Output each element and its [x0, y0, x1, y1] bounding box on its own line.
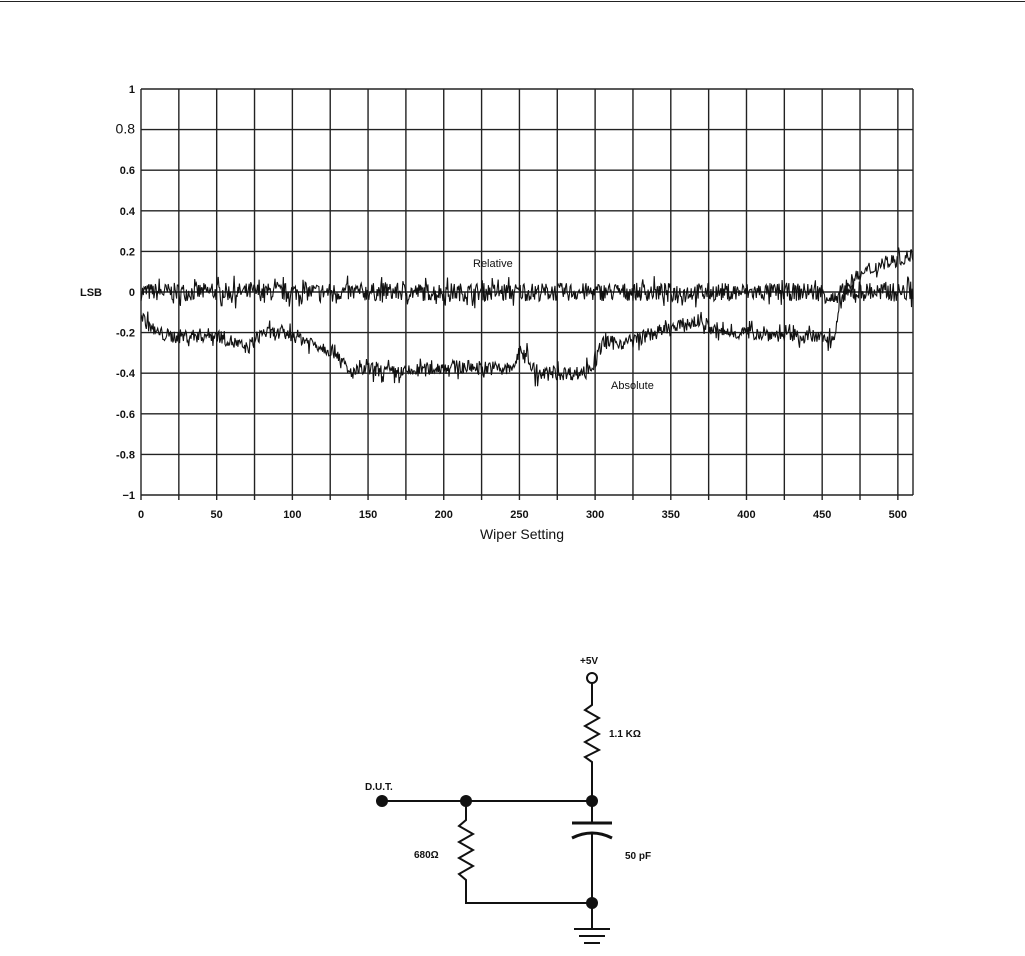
x-tick-label: 350	[661, 509, 680, 521]
x-axis-label: Wiper Setting	[479, 526, 565, 542]
pullup-label: 1.1 KΩ	[609, 729, 641, 740]
supply-terminal	[587, 673, 597, 683]
junction-dot	[586, 795, 598, 807]
y-tick-label: -0.8	[116, 449, 135, 462]
y-tick-label: 1	[128, 84, 135, 96]
y-tick-label: 0	[128, 287, 135, 299]
x-tick-label: 500	[888, 509, 908, 521]
supply-label: +5V	[580, 656, 599, 667]
junction-dot	[586, 897, 598, 909]
y-tick-label: 0.2	[119, 246, 135, 259]
y-tick-label: −1	[122, 490, 135, 502]
shunt-resistor	[459, 801, 592, 903]
junction-dot	[460, 795, 472, 807]
y-tick-labels	[116, 84, 136, 502]
x-tick-label: 250	[510, 509, 529, 521]
x-tick-label: 450	[812, 509, 832, 521]
shunt-label: 680Ω	[414, 850, 439, 861]
y-tick-label: 0.6	[119, 165, 135, 178]
x-tick-label: 400	[737, 509, 756, 521]
y-tick-label: 0.8	[115, 120, 135, 137]
y-tick-label: -0.6	[116, 408, 135, 421]
dut-label: D.U.T.	[365, 782, 393, 793]
x-tick-label: 50	[210, 509, 223, 521]
absolute-curve-label: Absolute	[611, 380, 654, 392]
cap-label: 50 pF	[625, 851, 652, 862]
y-axis-label: LSB	[80, 287, 102, 299]
relative-curve-label: Relative	[473, 258, 513, 270]
cap-plate-bottom	[572, 833, 612, 838]
y-tick-label: 0.4	[119, 205, 135, 218]
series-line-absolute	[141, 248, 913, 387]
y-tick-label: -0.2	[116, 327, 135, 340]
dut-terminal	[376, 795, 388, 807]
pullup-resistor	[585, 700, 599, 800]
x-tick-label: 100	[283, 509, 302, 521]
x-tick-label: 200	[434, 509, 453, 521]
x-tick-label: 300	[585, 509, 605, 521]
x-tick-labels	[138, 509, 907, 521]
x-tick-label: 150	[358, 509, 378, 521]
series-layer	[141, 248, 913, 387]
y-tick-label: -0.4	[116, 368, 135, 381]
x-tick-label: 0	[137, 509, 145, 521]
